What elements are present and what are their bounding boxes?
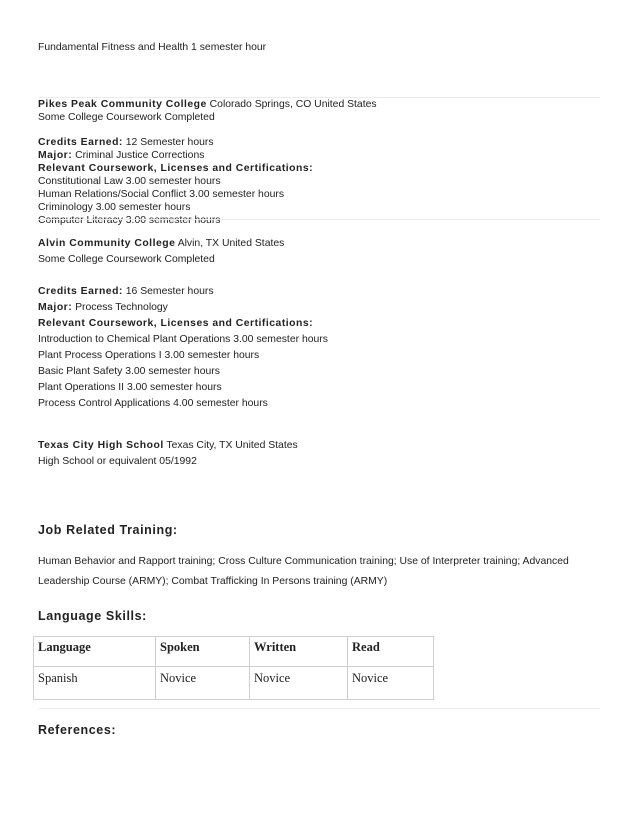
credits-label: Credits Earned: xyxy=(38,137,123,148)
table-cell: Novice xyxy=(250,667,348,700)
table-row xyxy=(34,667,434,700)
course-item: Basic Plant Safety 3.00 semester hours xyxy=(38,366,220,377)
table-header-row xyxy=(34,637,434,667)
table-cell: Spanish xyxy=(34,667,156,700)
training-text: Human Behavior and Rapport training; Cross Culture Communication training; Use of Interpreter training; Advanced Leadership Course (ARMY); Combat Trafficking In Persons training (ARMY) xyxy=(38,556,569,587)
course-item: Computer Literacy 3.00 semester hours xyxy=(38,215,221,226)
course-item: Plant Operations II 3.00 semester hours xyxy=(38,382,222,393)
coursework-label: Relevant Coursework, Licenses and Certifications: xyxy=(38,318,314,329)
school-location: Texas City, TX United States xyxy=(166,440,298,451)
course-item: Criminology 3.00 semester hours xyxy=(38,202,191,213)
major-label: Major: xyxy=(38,302,73,313)
language-table xyxy=(33,636,434,700)
major-value: Process Technology xyxy=(75,302,168,313)
credits-label: Credits Earned: xyxy=(38,286,123,297)
education-entry-alvin xyxy=(38,236,600,412)
references-heading: References: xyxy=(38,723,117,737)
credits-value: 12 Semester hours xyxy=(125,137,214,148)
school-name: Alvin Community College xyxy=(38,238,176,249)
course-item: Introduction to Chemical Plant Operations 3.00 semester hours xyxy=(38,334,328,345)
course-item: Fundamental Fitness and Health 1 semester hour xyxy=(38,42,267,53)
column-header: Written xyxy=(250,637,348,667)
course-item: Constitutional Law 3.00 semester hours xyxy=(38,176,221,187)
divider xyxy=(38,708,600,709)
degree: Some College Coursework Completed xyxy=(38,254,215,265)
table-cell: Novice xyxy=(348,667,434,700)
divider xyxy=(38,219,600,220)
school-name: Pikes Peak Community College xyxy=(38,99,207,110)
column-header: Language xyxy=(34,637,156,667)
education-entry-texas-city xyxy=(38,438,600,470)
major-value: Criminal Justice Corrections xyxy=(75,150,205,161)
table-cell: Novice xyxy=(156,667,250,700)
column-header: Read xyxy=(348,637,434,667)
training-heading: Job Related Training: xyxy=(38,523,178,537)
course-item: Human Relations/Social Conflict 3.00 semester hours xyxy=(38,189,285,200)
language-heading: Language Skills: xyxy=(38,609,147,623)
degree: Some College Coursework Completed xyxy=(38,112,215,123)
school-name: Texas City High School xyxy=(38,440,164,451)
degree: High School or equivalent 05/1992 xyxy=(38,456,197,467)
top-course-line xyxy=(38,41,600,54)
course-item: Process Control Applications 4.00 semester hours xyxy=(38,398,268,409)
major-label: Major: xyxy=(38,150,73,161)
school-location: Alvin, TX United States xyxy=(177,238,285,249)
course-item: Plant Process Operations I 3.00 semester hours xyxy=(38,350,260,361)
coursework-label: Relevant Coursework, Licenses and Certifications: xyxy=(38,163,314,174)
credits-value: 16 Semester hours xyxy=(125,286,214,297)
education-entry-pikes-peak xyxy=(38,98,600,227)
school-location: Colorado Springs, CO United States xyxy=(209,99,377,110)
column-header: Spoken xyxy=(156,637,250,667)
